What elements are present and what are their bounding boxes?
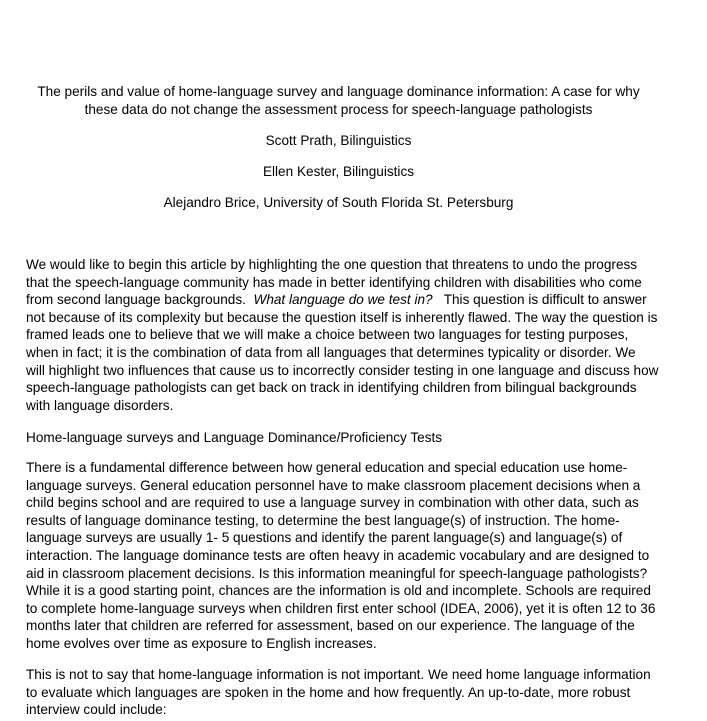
document-title (0, 83, 677, 118)
intro-question: What language do we test in? (253, 292, 433, 308)
intro-line: when in fact; it is the combination of data from all languages that determines typicality or disorder. We (26, 344, 636, 360)
intro-line-with-question (26, 291, 686, 309)
paragraph-line: language surveys are usually 1- 5 questions and identify the parent language(s) and language(s) of (26, 530, 623, 546)
paragraph-line: to evaluate which languages are spoken in the home and how frequently. An up-to-date, more robust (26, 684, 631, 700)
paragraph-line: results of language dominance testing, to determine the best language(s) of instruction. The home- (26, 512, 620, 528)
author-3: Alejandro Brice, University of South Florida St. Petersburg (163, 195, 514, 210)
body-paragraph-3 (26, 666, 686, 719)
intro-line: with language disorders. (26, 397, 174, 413)
paragraph-line: interview could include: (26, 702, 167, 718)
intro-paragraph (26, 256, 686, 414)
paragraph-line: language surveys. General education personnel have to make classroom placement decisions when a (26, 477, 641, 493)
paragraph-line: child begins school and are required to use a language survey in combination with other data, such as (26, 495, 639, 511)
paragraph-line: months later that children are referred for assessment, based on our experience. The language of the (26, 618, 635, 634)
section-heading: Home-language surveys and Language Dominance/Proficiency Tests (26, 430, 443, 445)
intro-line: will highlight two influences that cause us to incorrectly consider testing in one language and discuss how (26, 362, 659, 378)
author-2: Ellen Kester, Bilinguistics (262, 164, 415, 179)
paragraph-line: interaction. The language dominance tests are often heavy in academic vocabulary and are designed to (26, 547, 650, 563)
intro-line: that the speech-language community has made in better identifying children with disabilities who come (26, 274, 642, 290)
title-line-2: these data do not change the assessment process for speech-language pathologists (84, 101, 593, 117)
body-paragraph-2 (26, 459, 686, 653)
paragraph-line: While it is a good starting point, chances are the information is old and incomplete. Schools are required (26, 583, 651, 599)
intro-line: not because of its complexity but because the question itself is inherently flawed. The way the question is (26, 309, 658, 325)
paragraph-line: This is not to say that home-language information is not important. We need home language information (26, 667, 651, 682)
intro-line: framed leads one to believe that we will make a choice between two languages for testing purposes, (26, 327, 629, 343)
intro-line: speech-language pathologists can get back on track in identifying children from bilingual backgrounds (26, 380, 637, 396)
author-1: Scott Prath, Bilinguistics (265, 133, 412, 148)
paragraph-line: to complete home-language surveys when children first enter school (IDEA, 2006), yet it is often 12 to 36 (26, 600, 656, 616)
paragraph-line: aid in classroom placement decisions. Is this information meaningful for speech-language pathologists? (26, 565, 648, 581)
title-line-1: The perils and value of home-language survey and language dominance information: A case for why (37, 84, 640, 99)
intro-line-end: This question is difficult to answer (443, 292, 647, 308)
intro-line: We would like to begin this article by highlighting the one question that threatens to undo the progress (26, 257, 638, 272)
intro-line-start: from second language backgrounds. (26, 292, 246, 308)
paragraph-line: There is a fundamental difference between how general education and special education use home- (26, 460, 628, 475)
paragraph-line: home evolves over time as exposure to English increases. (26, 635, 377, 651)
